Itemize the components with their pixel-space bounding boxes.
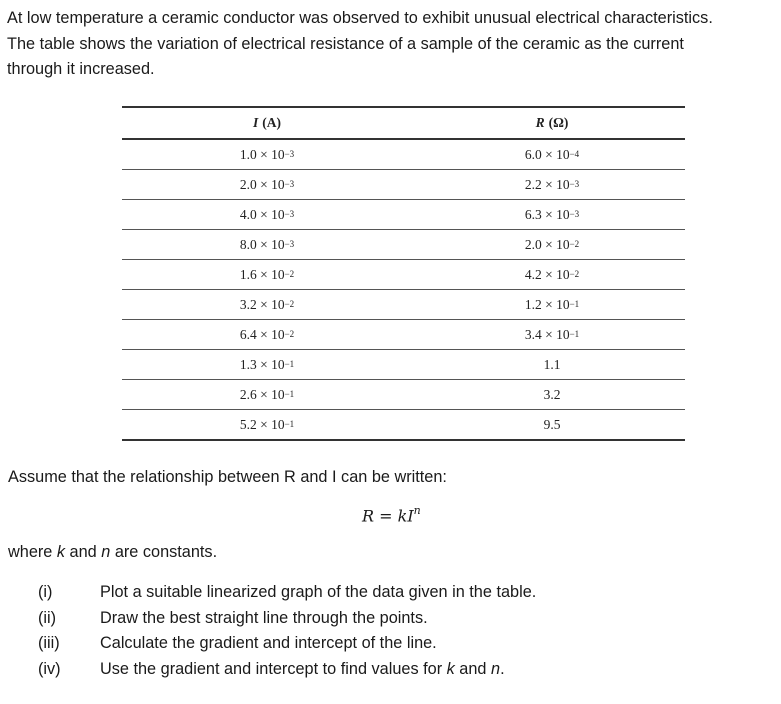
current-cell <box>177 380 357 409</box>
resistance-cell <box>457 200 647 229</box>
task-text: Calculate the gradient and intercept of the line. <box>100 634 437 652</box>
where-n: n <box>101 543 111 561</box>
eq-r: R <box>362 506 375 526</box>
current-cell <box>177 350 357 379</box>
table-row <box>122 230 685 260</box>
resistance-cell <box>457 170 647 199</box>
intro-line-3: through it increased. <box>7 60 155 78</box>
current-mantissa: 1.3 × 10 <box>239 356 285 372</box>
resistance-mantissa: 9.5 <box>543 416 561 432</box>
resistance-mantissa: 2.2 × 10 <box>524 176 570 192</box>
resistance-exponent: −4 <box>569 148 580 159</box>
task-4-post: . <box>500 659 505 678</box>
current-exponent: −3 <box>284 238 295 249</box>
task-4-k: k <box>446 659 455 678</box>
resistance-exponent: −3 <box>569 208 580 219</box>
table-body <box>122 140 685 441</box>
current-header <box>177 108 357 138</box>
current-cell <box>177 260 357 289</box>
current-mantissa: 1.0 × 10 <box>239 146 285 162</box>
power-law-equation <box>362 505 421 525</box>
resistance-exponent: −1 <box>569 328 580 339</box>
table-row <box>122 290 685 320</box>
current-mantissa: 4.0 × 10 <box>239 206 285 222</box>
table-row <box>122 380 685 410</box>
eq-k: k <box>397 506 408 526</box>
resistance-mantissa: 6.3 × 10 <box>524 206 570 222</box>
resistance-mantissa: 6.0 × 10 <box>524 146 570 162</box>
eq-i: I <box>407 506 414 526</box>
table-header <box>122 106 685 140</box>
where-k: k <box>56 543 66 561</box>
task-number: (iv) <box>38 659 61 678</box>
resistance-cell <box>457 260 647 289</box>
resistance-exponent: −2 <box>569 268 580 279</box>
current-exponent: −3 <box>284 208 295 219</box>
current-cell <box>177 290 357 319</box>
resistance-unit: (Ω) <box>548 115 569 130</box>
assumption-text: Assume that the relationship between R and I can be written: <box>8 468 447 486</box>
current-cell <box>177 320 357 349</box>
current-cell <box>177 200 357 229</box>
data-table <box>122 106 685 441</box>
current-mantissa: 2.0 × 10 <box>239 176 285 192</box>
resistance-mantissa: 3.2 <box>543 386 561 402</box>
current-cell <box>177 230 357 259</box>
current-mantissa: 8.0 × 10 <box>239 236 285 252</box>
table-row <box>122 140 685 170</box>
current-exponent: −2 <box>284 298 295 309</box>
resistance-exponent: −1 <box>569 298 580 309</box>
table-row <box>122 260 685 290</box>
current-mantissa: 5.2 × 10 <box>239 416 285 432</box>
where-post: are constants. <box>110 543 218 561</box>
intro-line-1: At low temperature a ceramic conductor was observed to exhibit unusual electrical characteristics. <box>7 9 713 27</box>
table-row <box>122 410 685 441</box>
task-number: (iii) <box>38 634 60 652</box>
task-text <box>100 660 505 679</box>
current-exponent: −1 <box>284 388 295 399</box>
resistance-mantissa: 4.2 × 10 <box>524 266 570 282</box>
task-4-mid: and <box>454 659 491 678</box>
current-exponent: −3 <box>284 148 295 159</box>
current-unit: (A) <box>262 115 281 130</box>
table-row <box>122 170 685 200</box>
resistance-cell <box>457 290 647 319</box>
eq-n: n <box>413 504 421 517</box>
task-text: Plot a suitable linearized graph of the data given in the table. <box>100 583 537 601</box>
current-symbol: I <box>252 115 259 130</box>
eq-equals: = <box>374 506 398 526</box>
task-4-n: n <box>491 659 501 678</box>
current-exponent: −1 <box>284 418 295 429</box>
task-4-pre: Use the gradient and intercept to find values for <box>100 659 447 678</box>
task-text: Draw the best straight line through the points. <box>100 608 428 627</box>
current-exponent: −1 <box>284 358 295 369</box>
resistance-cell <box>457 320 647 349</box>
table-row <box>122 320 685 350</box>
problem-intro <box>7 6 777 83</box>
where-mid: and <box>65 543 102 561</box>
current-mantissa: 2.6 × 10 <box>239 386 285 402</box>
where-pre: where <box>8 543 57 561</box>
resistance-header <box>457 108 647 138</box>
current-exponent: −3 <box>284 178 295 189</box>
current-mantissa: 3.2 × 10 <box>239 296 285 312</box>
resistance-exponent: −3 <box>569 178 580 189</box>
resistance-cell <box>457 140 647 169</box>
resistance-mantissa: 1.1 <box>543 356 561 372</box>
task-number: (i) <box>38 583 53 601</box>
resistance-cell <box>457 410 647 439</box>
constants-note <box>8 543 217 562</box>
table-row <box>122 350 685 380</box>
current-cell <box>177 170 357 199</box>
intro-line-2: The table shows the variation of electrical resistance of a sample of the ceramic as the current <box>7 34 684 53</box>
current-exponent: −2 <box>284 268 295 279</box>
resistance-symbol: R <box>535 115 545 130</box>
resistance-cell <box>457 350 647 379</box>
resistance-mantissa: 1.2 × 10 <box>524 296 570 312</box>
table-row <box>122 200 685 230</box>
current-mantissa: 6.4 × 10 <box>239 326 285 342</box>
resistance-cell <box>457 380 647 409</box>
resistance-mantissa: 3.4 × 10 <box>524 326 570 342</box>
current-cell <box>177 410 357 439</box>
task-number: (ii) <box>38 608 57 627</box>
current-mantissa: 1.6 × 10 <box>239 266 285 282</box>
current-cell <box>177 140 357 169</box>
resistance-exponent: −2 <box>569 238 580 249</box>
resistance-cell <box>457 230 647 259</box>
resistance-mantissa: 2.0 × 10 <box>524 236 570 252</box>
current-exponent: −2 <box>284 328 295 339</box>
